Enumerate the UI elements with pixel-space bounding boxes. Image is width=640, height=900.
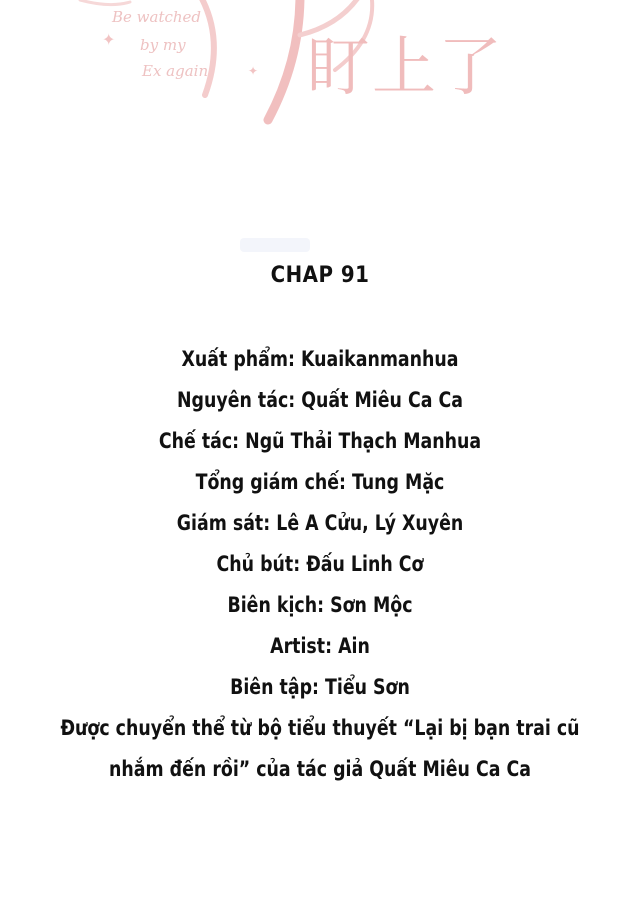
credit-line: Biên tập: Tiểu Sơn (230, 675, 410, 699)
credit-line: Chế tác: Ngũ Thải Thạch Manhua (158, 429, 482, 453)
credit-line: Artist: Ain (270, 634, 370, 658)
logo-english-line-2: by my (140, 36, 186, 54)
credit-line: Tổng giám chế: Tung Mặc (195, 470, 445, 494)
chapter-title: CHAP 91 (270, 263, 370, 288)
sparkle-icon: ✦ (102, 30, 116, 49)
credit-line: Chủ bút: Đấu Linh Cơ (216, 552, 424, 576)
credits-list (0, 339, 640, 790)
credit-line: Nguyên tác: Quất Miêu Ca Ca (177, 388, 463, 412)
logo-english-line-1: Be watched (112, 8, 202, 26)
title-logo (0, 0, 640, 140)
faint-background-mark (240, 238, 310, 252)
credit-line: Biên kịch: Sơn Mộc (227, 593, 413, 617)
logo-english-line-3: Ex again (142, 62, 209, 80)
credit-line: nhắm đến rồi” của tác giả Quất Miêu Ca Ca (109, 757, 531, 781)
credit-line: Giám sát: Lê A Cửu, Lý Xuyên (176, 511, 464, 535)
credit-line: Xuất phẩm: Kuaikanmanhua (181, 347, 459, 371)
credit-line: Được chuyển thể từ bộ tiểu thuyết “Lại bị bạn trai cũ (60, 716, 580, 740)
sparkle-icon: ✦ (248, 64, 259, 78)
logo-chinese-title: 盯上了 (306, 31, 504, 105)
